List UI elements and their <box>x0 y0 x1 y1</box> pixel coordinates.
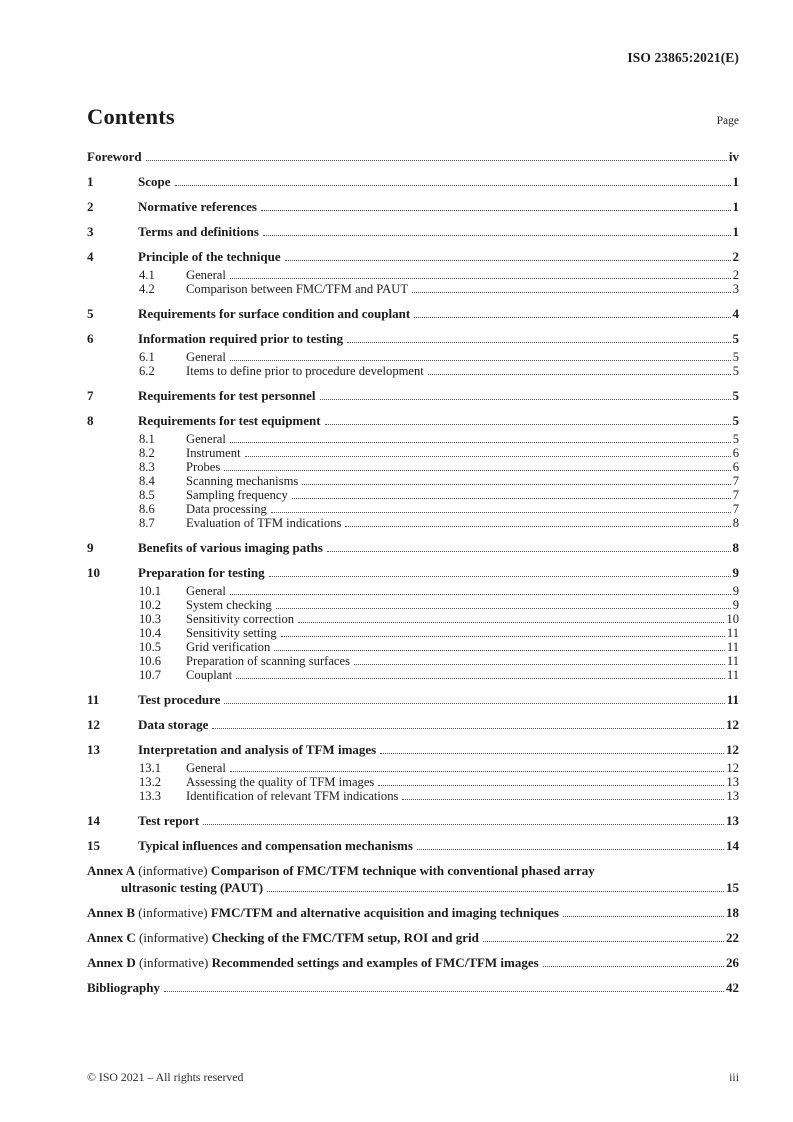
annex-label: Annex A <box>87 863 136 878</box>
toc-entry-number: 10.6 <box>139 654 162 668</box>
toc-entry <box>87 516 739 530</box>
toc-entry-number: 4 <box>87 249 94 264</box>
toc-entry-page: 5 <box>732 331 739 346</box>
toc-entry <box>87 654 739 668</box>
toc-entry <box>87 432 739 446</box>
toc-entry <box>87 541 739 555</box>
toc-entry-page: 1 <box>732 199 739 214</box>
toc-entry <box>87 502 739 516</box>
toc-entry-title: Preparation for testing <box>138 565 265 580</box>
toc-entry-page: 8 <box>732 516 739 530</box>
toc-entry-page: 6 <box>732 460 739 474</box>
toc-entry <box>87 389 739 403</box>
toc-entry-title: Couplant <box>186 668 233 682</box>
toc-entry-title: Foreword <box>87 149 142 164</box>
toc-entry-title: Bibliography <box>87 980 160 995</box>
toc-entry-number: 13.2 <box>139 775 162 789</box>
toc-entry-number: 14 <box>87 813 100 828</box>
toc-entry-title: Information required prior to testing <box>138 331 344 346</box>
toc-entry-number: 6.1 <box>139 350 155 364</box>
toc-entry <box>87 364 739 378</box>
annex-qualifier: (informative) <box>135 905 211 920</box>
toc-entry-page: 11 <box>726 640 739 654</box>
toc-entry-title: Data storage <box>138 717 209 732</box>
dot-leader <box>320 399 731 400</box>
toc-entry-title: General <box>186 268 226 282</box>
toc-entry <box>87 718 739 732</box>
toc-entry-page: 1 <box>732 174 739 189</box>
annex-qualifier: (informative) <box>135 955 212 970</box>
document-reference: ISO 23865:2021(E) <box>627 50 739 65</box>
dot-leader <box>267 891 724 892</box>
toc-entry-page: 9 <box>732 584 739 598</box>
toc-entry-title: Principle of the technique <box>138 249 281 264</box>
toc-entry-page: 13 <box>726 775 739 789</box>
toc-entry-title: Sensitivity setting <box>186 626 277 640</box>
toc-entry <box>87 839 739 853</box>
toc-entry-title: Normative references <box>138 199 257 214</box>
toc-entry <box>87 282 739 296</box>
toc-entry-title: General <box>186 432 226 446</box>
toc-entry-title: Benefits of various imaging paths <box>138 540 323 555</box>
toc-entry-page: 1 <box>732 224 739 239</box>
toc-entry-number: 13.1 <box>139 761 162 775</box>
toc-entry-title: ultrasonic testing (PAUT) <box>121 880 264 895</box>
toc-entry-page: 7 <box>732 474 739 488</box>
dot-leader <box>230 278 731 279</box>
toc-entry <box>87 414 739 428</box>
toc-entry <box>87 332 739 346</box>
toc-entry-page: 2 <box>732 249 739 264</box>
toc-entry-title: General <box>186 350 226 364</box>
toc-entry-title <box>87 864 595 878</box>
annex-title-text: FMC/TFM and alternative acquisition and imaging techniques <box>210 905 559 920</box>
toc-entry-number: 8.7 <box>139 516 155 530</box>
toc-entry-page: 7 <box>732 488 739 502</box>
toc-entry-number: 3 <box>87 224 94 239</box>
dot-leader <box>417 849 724 850</box>
dot-leader <box>483 941 724 942</box>
toc-entry <box>87 612 739 626</box>
dot-leader <box>269 576 731 577</box>
toc-entry-title: Scope <box>138 174 171 189</box>
toc-entry-title: Preparation of scanning surfaces <box>186 654 351 668</box>
toc-entry-title: General <box>186 584 226 598</box>
toc-entry-number: 4.2 <box>139 282 155 296</box>
toc-entry-page: 13 <box>726 813 739 828</box>
toc-entry <box>87 150 739 164</box>
toc-entry-title: Comparison between FMC/TFM and PAUT <box>186 282 409 296</box>
toc-entry-page: 5 <box>732 413 739 428</box>
toc-entry-page: 2 <box>732 268 739 282</box>
dot-leader <box>378 785 724 786</box>
toc-entry-page: 10 <box>726 612 739 626</box>
toc-entry <box>87 350 739 364</box>
annex-title-text: Comparison of FMC/TFM technique with conventional phased array <box>210 863 595 878</box>
table-of-contents <box>87 150 739 995</box>
toc-entry <box>87 864 739 878</box>
toc-entry-page: 9 <box>732 565 739 580</box>
toc-entry-title: Data processing <box>186 502 267 516</box>
toc-entry-page: 22 <box>726 930 739 945</box>
toc-entry <box>87 981 739 995</box>
dot-leader <box>281 636 725 637</box>
toc-entry-page: 9 <box>732 598 739 612</box>
toc-entry-number: 10 <box>87 565 100 580</box>
toc-entry <box>87 474 739 488</box>
dot-leader <box>302 484 730 485</box>
toc-entry-page: 8 <box>732 540 739 555</box>
page-footer <box>87 1070 739 1085</box>
copyright-notice: © ISO 2021 – All rights reserved <box>87 1070 244 1084</box>
toc-entry-title: Requirements for surface condition and couplant <box>138 306 411 321</box>
toc-entry-number: 1 <box>87 174 94 189</box>
toc-entry-page: 11 <box>726 692 739 707</box>
dot-leader <box>327 551 731 552</box>
toc-entry-title: Probes <box>186 460 221 474</box>
dot-leader <box>298 622 724 623</box>
toc-entry-number: 10.3 <box>139 612 162 626</box>
toc-entry <box>87 956 739 970</box>
dot-leader <box>345 526 730 527</box>
dot-leader <box>212 728 724 729</box>
toc-entry-title: General <box>186 761 226 775</box>
dot-leader <box>276 608 731 609</box>
dot-leader <box>285 260 731 261</box>
toc-entry <box>87 906 739 920</box>
toc-entry-page: 14 <box>726 838 739 853</box>
toc-entry-title: Scanning mechanisms <box>186 474 299 488</box>
toc-entry-number: 2 <box>87 199 94 214</box>
dot-leader <box>245 456 731 457</box>
toc-entry-number: 10.1 <box>139 584 162 598</box>
toc-entry-page: 12 <box>726 761 739 775</box>
dot-leader <box>263 235 731 236</box>
toc-entry <box>87 307 739 321</box>
toc-entry-title: Identification of relevant TFM indications <box>186 789 399 803</box>
toc-entry-number: 13 <box>87 742 100 757</box>
dot-leader <box>230 442 731 443</box>
toc-entry <box>87 268 739 282</box>
toc-entry-title: Grid verification <box>186 640 271 654</box>
dot-leader <box>380 753 724 754</box>
toc-entry-continuation <box>87 881 739 895</box>
toc-entry <box>87 488 739 502</box>
toc-entry-page: iv <box>728 149 739 164</box>
toc-entry-page: 4 <box>732 306 739 321</box>
contents-title: Contents <box>87 104 175 129</box>
toc-entry <box>87 460 739 474</box>
toc-entry <box>87 789 739 803</box>
dot-leader <box>224 470 730 471</box>
toc-entry-page: 13 <box>726 789 739 803</box>
toc-entry-number: 8.2 <box>139 446 155 460</box>
annex-label: Annex D <box>87 955 136 970</box>
annex-label: Annex B <box>87 905 136 920</box>
toc-entry <box>87 761 739 775</box>
toc-entry-number: 10.4 <box>139 626 162 640</box>
dot-leader <box>428 374 731 375</box>
dot-leader <box>261 210 731 211</box>
dot-leader <box>230 360 731 361</box>
toc-entry-title: Terms and definitions <box>138 224 259 239</box>
toc-entry <box>87 175 739 189</box>
toc-entry-title: Items to define prior to procedure development <box>186 364 424 378</box>
toc-entry-title: Sensitivity correction <box>186 612 295 626</box>
toc-entry <box>87 626 739 640</box>
toc-entry-number: 4.1 <box>139 268 155 282</box>
toc-entry-title: Typical influences and compensation mechanisms <box>138 838 413 853</box>
toc-entry-title: Assessing the quality of TFM images <box>186 775 375 789</box>
toc-entry-number: 8.4 <box>139 474 155 488</box>
toc-entry-page: 18 <box>726 905 739 920</box>
toc-entry-title: Test procedure <box>138 692 221 707</box>
toc-entry-page: 42 <box>726 980 739 995</box>
toc-entry-number: 8 <box>87 413 94 428</box>
toc-entry-page: 5 <box>732 350 739 364</box>
toc-entry-number: 10.2 <box>139 598 162 612</box>
toc-entry-title: Interpretation and analysis of TFM images <box>138 742 377 757</box>
toc-entry-number: 10.7 <box>139 668 162 682</box>
dot-leader <box>412 292 731 293</box>
toc-entry-page: 5 <box>732 432 739 446</box>
toc-entry-number: 12 <box>87 717 100 732</box>
toc-entry-page: 5 <box>732 364 739 378</box>
dot-leader <box>175 185 731 186</box>
dot-leader <box>354 664 725 665</box>
toc-entry-number: 15 <box>87 838 100 853</box>
dot-leader <box>347 342 730 343</box>
toc-entry <box>87 775 739 789</box>
toc-entry-title <box>87 931 479 945</box>
toc-entry-number: 9 <box>87 540 94 555</box>
toc-entry-number: 6 <box>87 331 94 346</box>
toc-entry <box>87 584 739 598</box>
dot-leader <box>236 678 725 679</box>
toc-entry <box>87 743 739 757</box>
dot-leader <box>224 703 724 704</box>
toc-entry <box>87 931 739 945</box>
contents-header <box>87 104 739 130</box>
toc-entry-page: 5 <box>732 388 739 403</box>
dot-leader <box>230 594 731 595</box>
annex-qualifier: (informative) <box>135 930 212 945</box>
toc-entry-title: Instrument <box>186 446 241 460</box>
toc-entry-title: System checking <box>186 598 272 612</box>
toc-entry-page: 15 <box>726 880 739 895</box>
toc-entry <box>87 814 739 828</box>
toc-entry-page: 3 <box>732 282 739 296</box>
dot-leader <box>563 916 724 917</box>
dot-leader <box>164 991 724 992</box>
annex-qualifier: (informative) <box>135 863 211 878</box>
toc-entry <box>87 446 739 460</box>
toc-entry-number: 6.2 <box>139 364 155 378</box>
toc-entry-number: 8.3 <box>139 460 155 474</box>
toc-entry-number: 10.5 <box>139 640 162 654</box>
toc-entry-title <box>87 956 539 970</box>
dot-leader <box>203 824 724 825</box>
toc-entry-title <box>87 906 559 920</box>
toc-entry <box>87 598 739 612</box>
dot-leader <box>325 424 731 425</box>
dot-leader <box>402 799 724 800</box>
toc-entry <box>87 225 739 239</box>
folio-page-number: iii <box>729 1070 739 1084</box>
dot-leader <box>146 160 727 161</box>
toc-entry <box>87 693 739 707</box>
toc-entry <box>87 668 739 682</box>
annex-title-text: Checking of the FMC/TFM setup, ROI and grid <box>211 930 479 945</box>
toc-entry-number: 7 <box>87 388 94 403</box>
toc-entry-page: 11 <box>726 626 739 640</box>
toc-entry-title: Evaluation of TFM indications <box>186 516 342 530</box>
toc-entry-page: 11 <box>726 654 739 668</box>
dot-leader <box>271 512 731 513</box>
toc-entry <box>87 200 739 214</box>
dot-leader <box>230 771 725 772</box>
toc-entry <box>87 566 739 580</box>
dot-leader <box>292 498 731 499</box>
toc-entry-number: 13.3 <box>139 789 162 803</box>
annex-title-text: Recommended settings and examples of FMC/TFM images <box>211 955 539 970</box>
dot-leader <box>274 650 725 651</box>
toc-entry-page: 26 <box>726 955 739 970</box>
toc-entry-number: 8.1 <box>139 432 155 446</box>
toc-entry <box>87 250 739 264</box>
dot-leader <box>543 966 724 967</box>
toc-entry-page: 12 <box>726 742 739 757</box>
annex-label: Annex C <box>87 930 136 945</box>
toc-entry-title: Requirements for test personnel <box>138 388 316 403</box>
toc-entry-page: 11 <box>726 668 739 682</box>
toc-entry-title: Requirements for test equipment <box>138 413 321 428</box>
toc-entry-page: 7 <box>732 502 739 516</box>
toc-entry-title: Sampling frequency <box>186 488 288 502</box>
toc-entry-title: Test report <box>138 813 200 828</box>
toc-entry-page: 6 <box>732 446 739 460</box>
toc-entry-number: 8.6 <box>139 502 155 516</box>
dot-leader <box>414 317 730 318</box>
toc-entry-number: 5 <box>87 306 94 321</box>
toc-entry-number: 11 <box>87 692 100 707</box>
page-column-label: Page <box>716 115 739 127</box>
toc-entry-page: 12 <box>726 717 739 732</box>
toc-entry-number: 8.5 <box>139 488 155 502</box>
toc-entry <box>87 640 739 654</box>
